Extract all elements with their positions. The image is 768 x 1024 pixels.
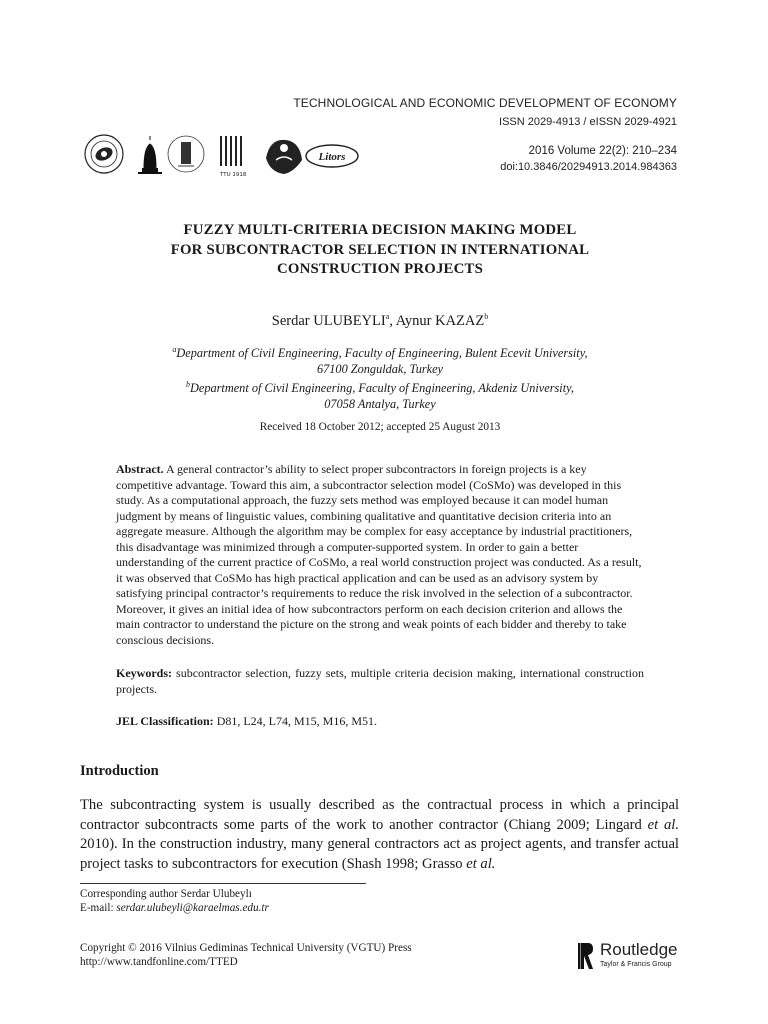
volume-info: 2016 Volume 22(2): 210–234 xyxy=(528,145,677,157)
jel-label: JEL Classification: xyxy=(116,714,214,728)
affiliation-text: 07058 Antalya, Turkey xyxy=(324,397,436,412)
affil-mark: a xyxy=(172,345,177,354)
footnote-rule xyxy=(80,883,366,884)
author-name: Aynur KAZAZ xyxy=(395,312,485,329)
intro-italic: et al. xyxy=(466,855,496,872)
affiliation-text: Department of Civil Engineering, Faculty of Engineering, Akdeniz University, xyxy=(190,381,574,396)
corresponding-author: Corresponding author Serdar Ulubeylı xyxy=(80,888,252,900)
publisher-logo xyxy=(578,940,678,974)
email-label: E-mail: xyxy=(80,902,117,914)
received-dates: Received 18 October 2012; accepted 25 August 2013 xyxy=(259,421,501,433)
author-affil-mark: a xyxy=(385,312,390,321)
crest-icon xyxy=(266,140,302,174)
section-heading: Introduction xyxy=(80,763,159,779)
title-line: FOR SUBCONTRACTOR SELECTION IN INTERNATIONAL xyxy=(170,241,590,258)
affil-mark: b xyxy=(186,380,190,390)
university-seal-icon xyxy=(85,135,123,173)
doi: doi:10.3846/20294913.2014.984363 xyxy=(500,161,677,173)
footnote xyxy=(80,887,269,915)
litors-logo-icon xyxy=(306,145,358,167)
bell-tower-icon xyxy=(138,136,162,174)
keywords-text: subcontractor selection, fuzzy sets, multiple criteria decision making, international construction projects. xyxy=(116,666,644,696)
abstract-label: Abstract. xyxy=(116,462,164,476)
author-affil-mark: b xyxy=(484,312,489,321)
intro-paragraph xyxy=(80,796,679,874)
title-line: CONSTRUCTION PROJECTS xyxy=(276,261,484,277)
publisher-name: Routledge xyxy=(600,940,678,959)
intro-text: 2010). In the construction industry, many general contractors act as project agents, and transfer actual project tasks to subcontractors for execution (Shash 1998; Grasso xyxy=(80,836,679,872)
abstract-text: A general contractor’s ability to select proper subcontractors in foreign projects is a key competitive advantage. Toward this aim, a subcontractor selection model (CoSMo) was developed in this study. As a computational approach, the fuzzy sets method was employed because it can model human judgment by means of linguistic values, combining qualitative and quantitative decision criteria into an aggregate measure. Although the algorithm may be complex for easy acceptance by industrial practitioners, this disadvantage was minimized through a computer-supported system. In order to gain a better understanding of the current practice of CoSMo, a real world construction project was conducted. As a result, it was observed that CoSMo has high practical application and can be used as an advisory system by satisfying principal contractor’s requirements to reduce the risk involved in the selection of a subcontractor. Moreover, it gives an initial idea of how subcontractors perform on each decision criterion and allows the main contractor to understand the picture on the strong and weak points of each bidder and thereby to take conscious decisions. xyxy=(116,462,642,647)
academy-seal-icon xyxy=(168,136,204,172)
title-line: FUZZY MULTI-CRITERIA DECISION MAKING MODEL xyxy=(183,222,577,238)
authors xyxy=(80,312,680,330)
journal-url[interactable]: http://www.tandfonline.com/TTED xyxy=(80,956,238,968)
copyright xyxy=(80,941,412,969)
jel-classification xyxy=(116,714,644,729)
publisher-group: Taylor & Francis Group xyxy=(600,961,672,968)
jel-text: D81, L24, L74, M15, M16, M51. xyxy=(213,714,378,728)
journal-title: TECHNOLOGICAL AND ECONOMIC DEVELOPMENT OF ECONOMY xyxy=(293,96,677,110)
intro-text: The subcontracting system is usually described as the contractual process in which a principal contractor subcontracts some parts of the work to another contractor (Chiang 2009; Lingard xyxy=(80,797,679,833)
paper-title xyxy=(80,221,680,280)
intro-italic: et al. xyxy=(647,816,679,833)
institution-logos xyxy=(80,128,360,180)
author-separator: , xyxy=(389,312,396,329)
svg-text:Litors: Litors xyxy=(318,151,346,163)
copyright-text: Copyright © 2016 Vilnius Gediminas Technical University (VGTU) Press xyxy=(80,942,412,954)
routledge-icon xyxy=(578,940,596,972)
email-link[interactable]: serdar.ulubeyli@karaelmas.edu.tr xyxy=(116,902,269,914)
affiliation-text: Department of Civil Engineering, Faculty of Engineering, Bulent Ecevit University, xyxy=(176,346,588,361)
issn: ISSN 2029-4913 / eISSN 2029-4921 xyxy=(499,116,677,128)
keywords-label: Keywords: xyxy=(116,666,172,680)
abstract xyxy=(116,462,644,648)
affiliation-text: 67100 Zonguldak, Turkey xyxy=(316,362,444,377)
affiliations xyxy=(80,342,680,412)
ttu-logo-icon xyxy=(219,136,247,178)
svg-text:TTU 1918: TTU 1918 xyxy=(220,172,247,178)
keywords xyxy=(116,666,644,697)
author-name: Serdar ULUBEYLI xyxy=(271,312,386,329)
